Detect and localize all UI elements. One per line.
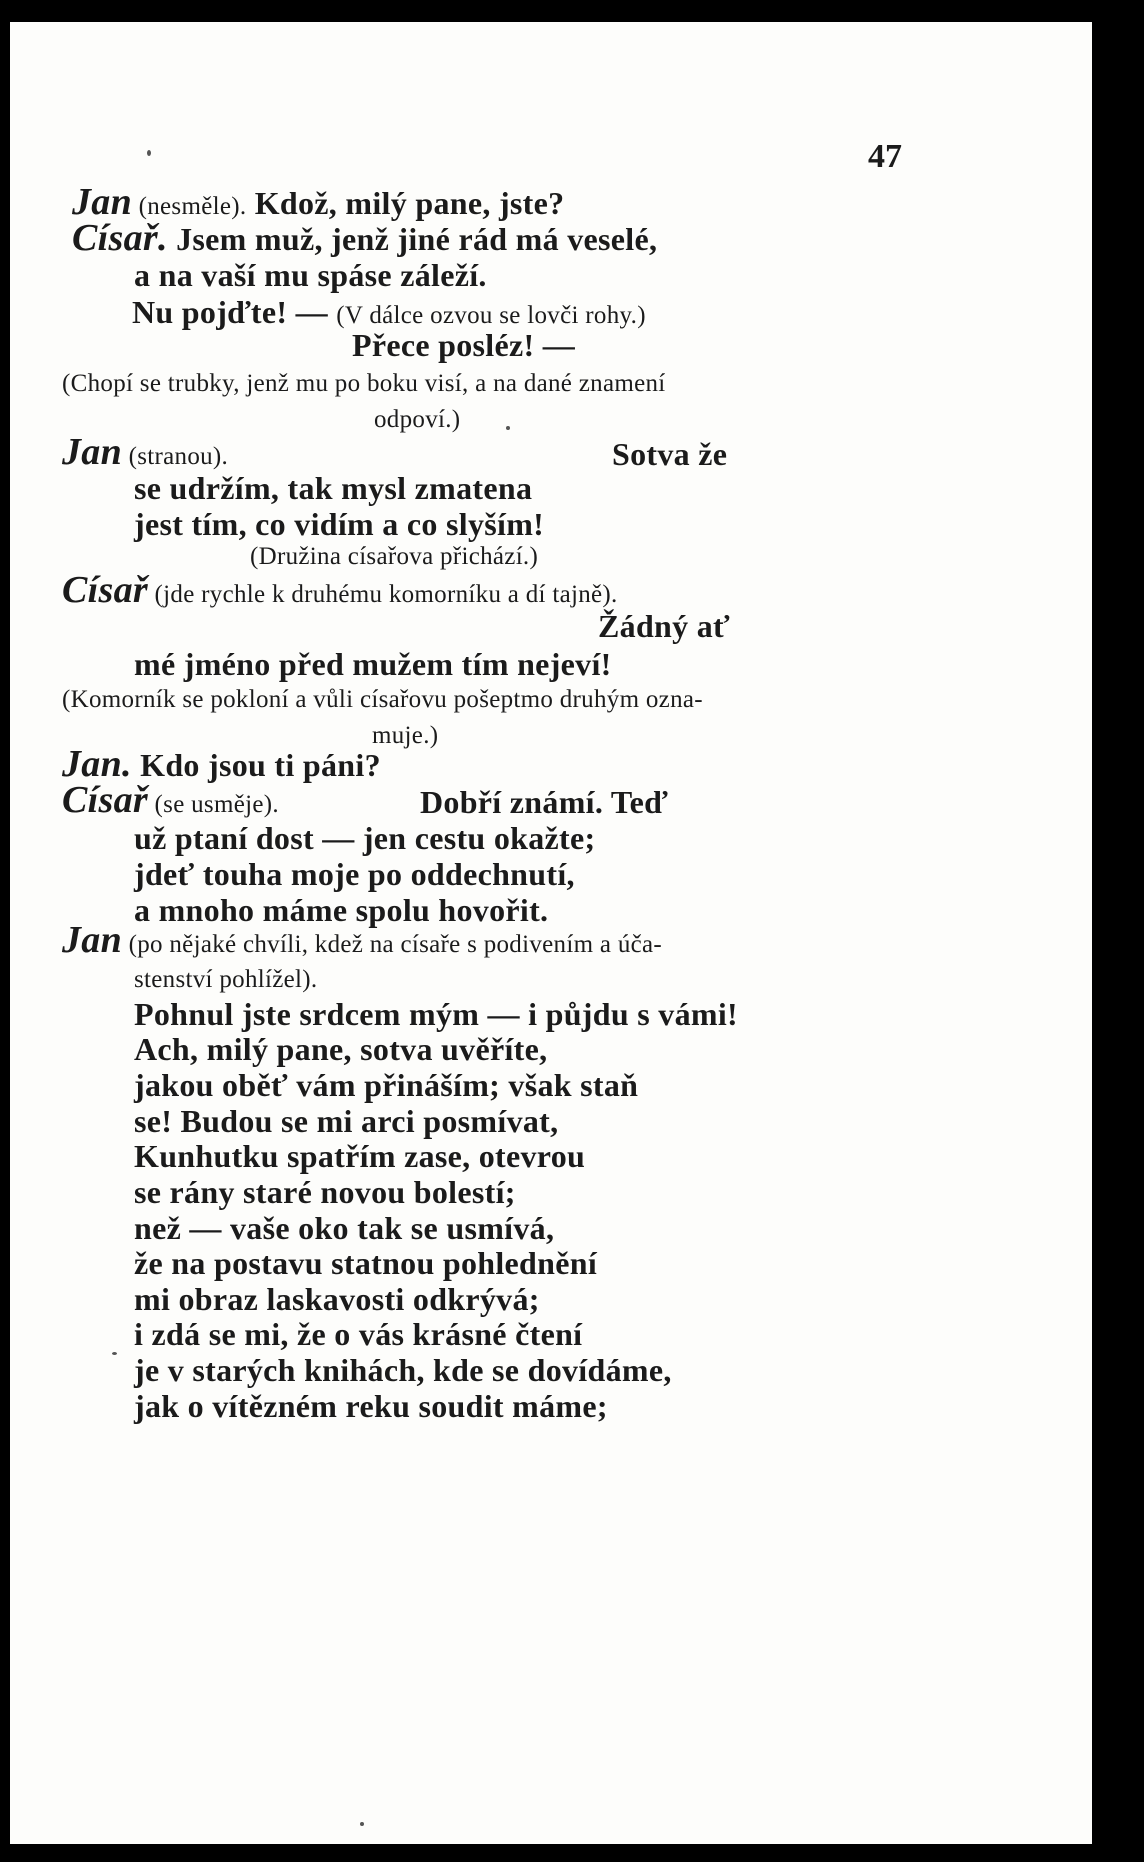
verse-text: je v starých knihách, kde se dovídáme, [134,1352,672,1388]
text-line [598,606,730,646]
text-line [134,1350,672,1390]
speaker-name: Císař. [72,217,168,259]
text-line [134,1243,597,1283]
speaker-name: Jan [62,431,123,473]
verse-text: se rány staré novou bolestí; [134,1174,516,1210]
text-line [134,1208,554,1248]
page-number: 47 [868,138,902,175]
text-line [134,1314,582,1354]
verse-text: Kdož, milý pane, jste? [246,185,565,221]
scan-speck [360,1822,364,1826]
speaker-name: Císař [62,569,148,611]
text-line [134,818,595,858]
stage-direction: muje.) [372,722,439,749]
verse-text: Žádný ať [598,608,731,644]
text-line [420,782,668,822]
verse-text: mé jméno před mužem tím nejeví! [134,646,612,682]
text-line [134,1101,558,1141]
stage-direction: (V dálce ozvou se lovči rohy.) [336,302,646,329]
text-line [134,854,575,894]
text-line [134,1029,547,1069]
stage-direction: (nesměle). [132,193,247,220]
speaker-name: Jan. [62,743,132,785]
speaker-name: Jan [72,181,133,223]
verse-text: se! Budou se mi arci posmívat, [134,1103,559,1139]
text-line [134,1136,585,1176]
text-line [134,994,738,1034]
book-page [10,22,1092,1844]
verse-text: jdeť touha moje po oddechnutí, [134,856,575,892]
scan-speck [112,1352,117,1355]
verse-text: než — vaše oko tak se usmívá, [134,1210,555,1246]
verse-text: už ptaní dost — jen cestu okažte; [134,820,596,856]
text-line [134,255,487,295]
verse-text: jest tím, co vidím a co slyším! [134,506,545,542]
stage-direction: (stranou). [122,443,229,470]
verse-text: Jsem muž, jenž jiné rád má veselé, [167,221,658,257]
text-line [134,1172,516,1212]
text-line [134,1065,638,1105]
stage-direction: (Družina císařova přichází.) [250,543,539,570]
stage-direction: (Chopí se trubky, jenž mu po boku visí, a na dané znamení [62,370,666,397]
verse-text: a mnoho máme spolu hovořit. [134,892,549,928]
verse-text: Přece posléz! — [352,327,576,363]
verse-text: jak o vítězném reku soudit máme; [134,1388,608,1424]
text-line [62,570,618,615]
stage-direction: (po nějaké chvíli, kdež na císaře s podivením a úča- [122,931,663,958]
scan-speck [506,426,510,430]
scan-speck [147,150,151,156]
text-line [612,434,727,474]
verse-text: Pohnul jste srdcem mým — i půjdu s vámi! [134,996,739,1032]
verse-text: jakou oběť vám přináším; však staň [134,1067,639,1103]
text-line [72,218,657,259]
speaker-name: Císař [62,779,148,821]
stage-direction: (Komorník se pokloní a vůli císařovu pošeptmo druhým ozna- [62,686,703,713]
verse-text: mi obraz laskavosti odkrývá; [134,1281,540,1317]
text-line [134,468,532,508]
text-line [134,644,612,684]
text-line [62,920,662,965]
text-line [134,1279,540,1319]
verse-text: Kunhutku spatřím zase, otevrou [134,1138,586,1174]
verse-text: se udržím, tak mysl zmatena [134,470,533,506]
verse-text: i zdá se mi, že o vás krásné čtení [134,1316,583,1352]
stage-direction: (jde rychle k druhému komorníku a dí tajně). [147,581,618,608]
verse-text: Ach, milý pane, sotva uvěříte, [134,1031,548,1067]
stage-direction: (se usměje). [147,791,279,818]
verse-text: Kdo jsou ti páni? [131,747,381,783]
verse-text: Nu pojďte! — [132,294,337,330]
verse-text: že na postavu statnou pohlednění [134,1245,598,1281]
stage-direction: odpoví.) [374,406,461,433]
text-line [134,1386,608,1426]
speaker-name: Jan [62,919,123,961]
verse-text: Sotva že [612,436,728,472]
verse-text: a na vaší mu spáse záleží. [134,257,487,293]
verse-text: Dobří známí. Teď [420,784,668,820]
text-line [352,325,575,365]
stage-direction: stenství pohlížel). [134,966,318,993]
